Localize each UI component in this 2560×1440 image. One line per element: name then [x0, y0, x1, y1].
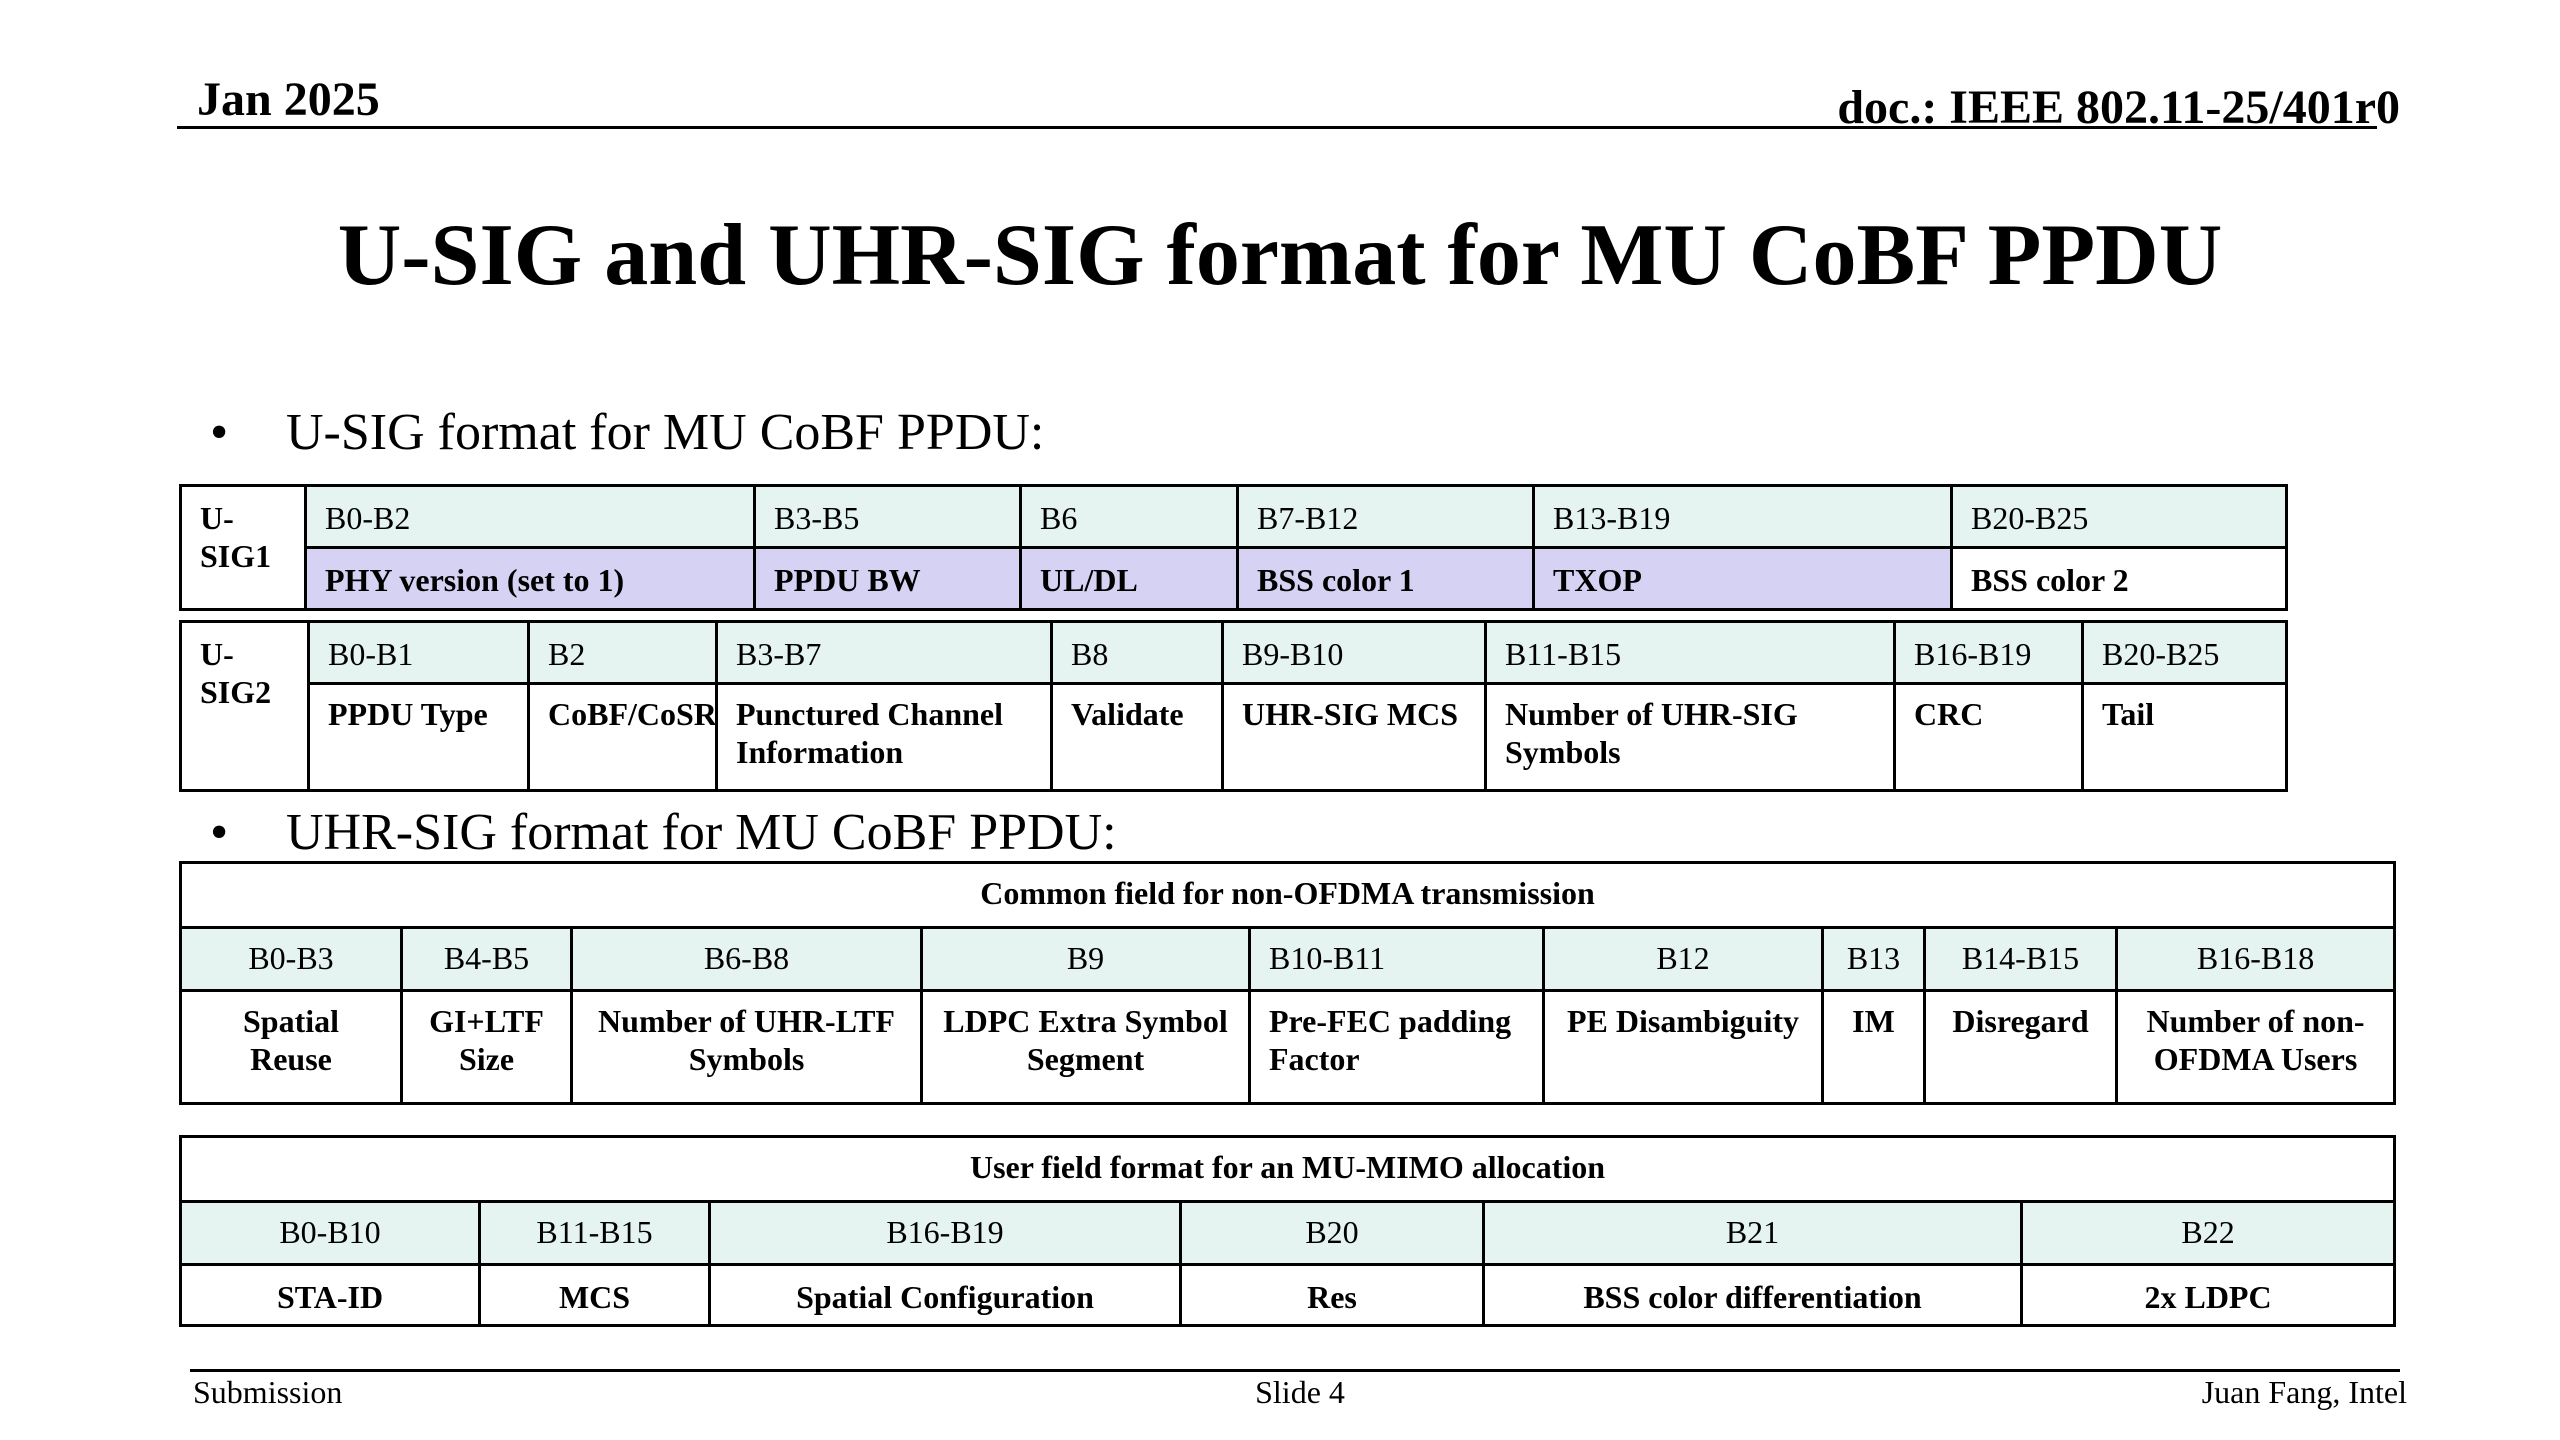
common-bits-cell: B4-B5	[402, 928, 572, 991]
usig2-field-cell: Number of UHR-SIG Symbols	[1486, 684, 1895, 791]
header-divider	[177, 126, 2377, 129]
slide-title: U-SIG and UHR-SIG format for MU CoBF PPDU	[337, 207, 2223, 304]
user-bits-cell: B16-B19	[710, 1202, 1181, 1265]
common-bits-cell: B16-B18	[2117, 928, 2395, 991]
common-field-cell: Spatial Reuse	[181, 991, 402, 1104]
common-field-cell: Number of non-OFDMA Users	[2117, 991, 2395, 1104]
user-bits-cell: B22	[2022, 1202, 2395, 1265]
common-bits-cell: B6-B8	[572, 928, 922, 991]
usig2-field-cell: CoBF/CoSR	[529, 684, 717, 791]
user-field-cell: Spatial Configuration	[710, 1265, 1181, 1326]
user-field-cell: 2x LDPC	[2022, 1265, 2395, 1326]
common-field-header: Common field for non-OFDMA transmission	[181, 863, 2395, 928]
bullet-usig-text: U-SIG format for MU CoBF PPDU:	[286, 404, 1045, 461]
common-field-cell: Pre-FEC padding Factor	[1250, 991, 1544, 1104]
bullet-usig	[210, 403, 1044, 462]
common-field-table	[179, 861, 2396, 1105]
usig1-bits-cell: B3-B5	[755, 486, 1021, 548]
header-date: Jan 2025	[197, 73, 380, 126]
header-doc-id: doc.: IEEE 802.11-25/401r0	[1837, 81, 2400, 134]
common-bits-cell: B0-B3	[181, 928, 402, 991]
common-bits-cell: B9	[922, 928, 1250, 991]
user-bits-cell: B21	[1484, 1202, 2022, 1265]
usig2-bits-cell: B11-B15	[1486, 622, 1895, 684]
usig2-bits-cell: B16-B19	[1895, 622, 2083, 684]
user-bits-cell: B20	[1181, 1202, 1484, 1265]
usig2-field-cell: UHR-SIG MCS	[1223, 684, 1486, 791]
usig1-bits-cell: B20-B25	[1952, 486, 2287, 548]
user-field-cell: STA-ID	[181, 1265, 480, 1326]
user-field-header: User field format for an MU-MIMO allocation	[181, 1137, 2395, 1202]
usig1-field-cell: BSS color 1	[1238, 548, 1534, 610]
common-field-cell: Number of UHR-LTF Symbols	[572, 991, 922, 1104]
usig1-field-cell: UL/DL	[1021, 548, 1238, 610]
footer-author: Juan Fang, Intel	[2201, 1374, 2407, 1410]
usig2-bits-cell: B2	[529, 622, 717, 684]
common-field-cell: GI+LTF Size	[402, 991, 572, 1104]
footer-divider	[190, 1369, 2400, 1372]
usig2-field-cell: PPDU Type	[309, 684, 529, 791]
usig2-field-cell: Tail	[2083, 684, 2287, 791]
usig2-field-cell: Punctured Channel Information	[717, 684, 1052, 791]
usig2-field-cell: CRC	[1895, 684, 2083, 791]
common-bits-cell: B12	[1544, 928, 1823, 991]
usig2-table	[179, 620, 2288, 792]
footer-slide-number: Slide 4	[1255, 1374, 1345, 1410]
usig2-bits-cell: B9-B10	[1223, 622, 1486, 684]
user-bits-cell: B0-B10	[181, 1202, 480, 1265]
common-bits-cell: B13	[1823, 928, 1925, 991]
bullet-dot: •	[210, 804, 229, 861]
common-field-cell: IM	[1823, 991, 1925, 1104]
common-field-cell: PE Disambiguity	[1544, 991, 1823, 1104]
usig2-bits-cell: B8	[1052, 622, 1223, 684]
user-field-table	[179, 1135, 2396, 1327]
bullet-uhrsig	[210, 803, 1117, 862]
common-field-cell: Disregard	[1925, 991, 2117, 1104]
common-bits-cell: B10-B11	[1250, 928, 1544, 991]
user-field-cell: MCS	[480, 1265, 710, 1326]
usig1-field-cell: PHY version (set to 1)	[306, 548, 755, 610]
usig2-label: U-SIG2	[181, 622, 309, 791]
usig1-field-cell: TXOP	[1534, 548, 1952, 610]
user-bits-cell: B11-B15	[480, 1202, 710, 1265]
usig1-label: U-SIG1	[181, 486, 306, 610]
usig2-bits-cell: B0-B1	[309, 622, 529, 684]
user-field-cell: BSS color differentiation	[1484, 1265, 2022, 1326]
common-bits-cell: B14-B15	[1925, 928, 2117, 991]
usig1-bits-cell: B0-B2	[306, 486, 755, 548]
common-field-cell: LDPC Extra Symbol Segment	[922, 991, 1250, 1104]
usig2-bits-cell: B20-B25	[2083, 622, 2287, 684]
usig2-field-cell: Validate	[1052, 684, 1223, 791]
bullet-dot: •	[210, 404, 229, 461]
usig2-bits-cell: B3-B7	[717, 622, 1052, 684]
usig1-field-cell: PPDU BW	[755, 548, 1021, 610]
usig1-bits-cell: B6	[1021, 486, 1238, 548]
footer-submission: Submission	[193, 1374, 343, 1410]
usig1-bits-cell: B7-B12	[1238, 486, 1534, 548]
usig1-bits-cell: B13-B19	[1534, 486, 1952, 548]
usig1-field-cell: BSS color 2	[1952, 548, 2287, 610]
usig1-table	[179, 484, 2288, 611]
bullet-uhrsig-text: UHR-SIG format for MU CoBF PPDU:	[286, 804, 1117, 861]
user-field-cell: Res	[1181, 1265, 1484, 1326]
